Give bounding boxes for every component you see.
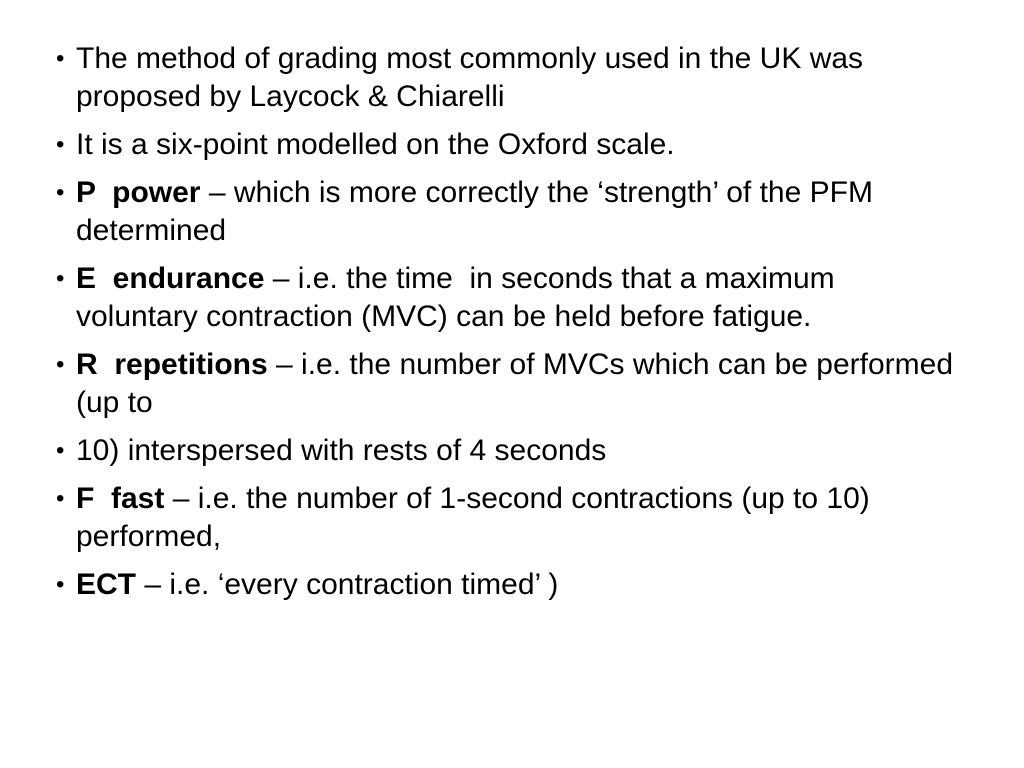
bullet-text: – which is more correctly the ‘strength’ of the PFM determined [76, 176, 873, 247]
list-item [56, 432, 956, 470]
bullet-text: The method of grading most commonly used in the UK was proposed by Laycock & Chiarelli [76, 42, 864, 113]
list-item [56, 260, 956, 336]
bullet-text: 10) interspersed with rests of 4 seconds [76, 434, 607, 467]
bullet-term: E endurance [76, 262, 265, 295]
bullet-text: It is a six-point modelled on the Oxford scale. [76, 128, 675, 161]
bullet-text: – i.e. the number of 1-second contractions (up to 10) performed, [76, 482, 870, 553]
bullet-icon: • [56, 45, 65, 72]
list-item [56, 126, 956, 164]
bullet-icon: • [56, 131, 65, 158]
bullet-icon: • [56, 179, 65, 206]
list-item [56, 480, 956, 556]
bullet-icon: • [56, 265, 65, 292]
bullet-icon: • [56, 571, 65, 598]
bullet-text: – i.e. the time in seconds that a maximum voluntary contraction (MVC) can be held before fatigue. [76, 262, 843, 333]
list-item [56, 346, 956, 422]
bullet-term: F fast [76, 482, 165, 515]
bullet-term: ECT [76, 568, 136, 601]
bullet-list [56, 40, 956, 614]
bullet-text: – i.e. ‘every contraction timed’ ) [136, 568, 559, 601]
list-item [56, 566, 956, 604]
bullet-icon: • [56, 351, 65, 378]
list-item [56, 40, 956, 116]
bullet-term: P power [76, 176, 201, 209]
bullet-term: R repetitions [76, 348, 268, 381]
bullet-icon: • [56, 437, 65, 464]
list-item [56, 174, 956, 250]
bullet-icon: • [56, 485, 65, 512]
bullet-text: – i.e. the number of MVCs which can be performed (up to [76, 348, 954, 419]
